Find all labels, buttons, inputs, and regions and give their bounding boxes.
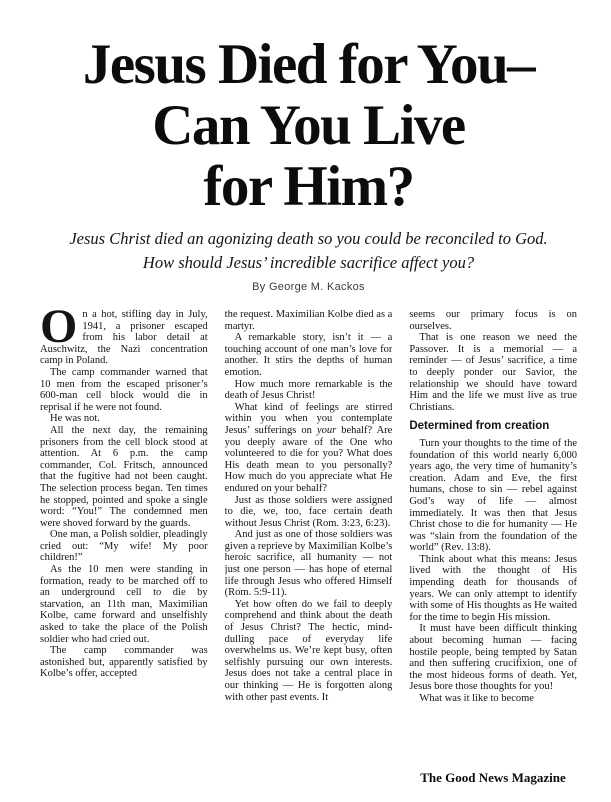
body-paragraph [40, 413, 208, 425]
body-paragraph [225, 309, 393, 332]
article-subtitle: Jesus Christ died an agonizing death so you could be reconciled to God. How should Jesus’ incredible sacrifice affect you? [69, 229, 548, 272]
text-run: The camp commander was astonished but, apparently satisfied by Kolbe’s offer, accepted [40, 645, 208, 680]
text-run: All the next day, the remaining prisoners from the cell block stood at attention. At 6 p.m. the camp commander, Col. Fritsch, announced that the fugitive had not been caught. The selection process began. Ten times he stopped, pointed and spoke a single word: “You!” The condemned men were shoved forward by the guards. [40, 424, 208, 529]
headline-line-2: Can You Live [152, 94, 465, 157]
section-subhead: Determined from creation [409, 420, 550, 433]
body-paragraph [40, 425, 208, 529]
text-run: seems our primary focus is on ourselves. [409, 309, 577, 332]
body-paragraph [225, 599, 393, 703]
headline-line-1: Jesus Died for You– [82, 33, 535, 96]
text-run: He was not. [50, 413, 100, 425]
drop-cap: O [40, 309, 78, 353]
body-paragraph [409, 438, 577, 554]
body-paragraph [409, 554, 577, 624]
body-paragraph [225, 379, 393, 402]
text-run: n a hot, stifling day in July, 1941, a prisoner escaped from his labor detail at Auschwitz, the Nazi concentration camp in Poland. [40, 309, 208, 367]
body-paragraph [409, 623, 577, 693]
body-paragraph [40, 564, 208, 645]
headline-line-3: for Him? [203, 155, 414, 218]
text-run: The camp commander warned that 10 men from the escaped prisoner’s 600-man cell block would die in reprisal if he were not found. [40, 366, 208, 413]
article-column-2 [225, 309, 393, 761]
body-paragraph [409, 309, 577, 332]
body-paragraph [40, 309, 208, 367]
body-paragraph [40, 529, 208, 564]
text-run: How much more remarkable is the death of Jesus Christ! [224, 378, 393, 402]
text-run: the request. Maximilian Kolbe died as a martyr. [224, 309, 393, 332]
body-paragraph [225, 495, 393, 530]
body-paragraph [225, 332, 393, 378]
text-run: behalf? Are you deeply aware of the One who volunteered to die for you? What does His death mean to you personally? How much do you appreciate what He endured on your behalf? [224, 424, 393, 494]
text-run: And just as one of those soldiers was given a reprieve by Maximilian Kolbe’s heroic sacrifice, all humanity — not just one person — has hope of eternal life through Jesus who offered Himself (Rom. 5:9-11). [224, 529, 393, 599]
text-run: It must have been difficult thinking about becoming human — facing hostile people, being tempted by Satan and then suffering crucifixion, one of the most hideous forms of death. Yet, Jesus bore those thoughts for you! [409, 623, 577, 693]
article-column-1 [40, 309, 208, 761]
text-run: One man, a Polish soldier, pleadingly cried out: “My wife! My poor children!” [40, 529, 208, 564]
body-paragraph [225, 529, 393, 599]
text-run: What was it like to become [419, 693, 534, 704]
body-paragraph [40, 367, 208, 413]
text-run: Think about what this means: Jesus lived with the thought of His impending death for thousands of years. We can only attempt to identify with some of His thoughts as He waited for the time to begin His mission. [409, 553, 577, 623]
emphasized-text: your [316, 424, 337, 436]
article-body [40, 309, 577, 761]
body-paragraph [40, 645, 208, 680]
text-run: Yet how often do we fail to deeply comprehend and think about the death of Jesus Christ? The hectic, mind-dulling pace of everyday life overwhelms us. We’re kept busy, often selfishly pursuing our own interests. Jesus does not take a central place in our thinking — He is forgotten along with other past events. It [224, 598, 393, 703]
article-byline: By George M. Kackos [252, 281, 365, 293]
text-run: Just as those soldiers were assigned to die, we, too, face certain death without Jesus Christ (Rom. 3:23, 6:23). [224, 494, 393, 529]
text-run: That is one reason we need the Passover. It is a memorial — a reminder — of Jesus’ sacrifice, a time to deeply ponder our Savior, the relationship we should have toward Him and the life we must live as true Christians. [409, 332, 577, 413]
text-run: Turn your thoughts to the time of the foundation of this world nearly 6,000 years ago, the very time of humanity’s creation. Adam and Eve, the first humans, chose to sin — rebel against God’s way of life — almost immediately. It was then that Jesus Christ chose to die for humanity — He was “slain from the foundation of the world” (Rev. 13:8). [409, 437, 577, 554]
body-paragraph [409, 693, 577, 705]
text-run: A remarkable story, isn’t it — a touching account of one man’s love for another. It stirs the depths of human emotion. [224, 332, 393, 378]
magazine-name-footer: The Good News Magazine [420, 770, 566, 785]
text-run: As the 10 men were standing in formation, ready to be marched off to an underground cell to die by starvation, an 11th man, Maximilian Kolbe, came forward and unselfishly asked to take the place of the Polish soldier who had cried out. [40, 564, 208, 645]
article-headline [40, 34, 577, 217]
article-column-3 [409, 309, 577, 761]
body-paragraph [225, 402, 393, 495]
text-run: What kind of feelings are stirred within you when you contemplate Jesus’ sufferings on [224, 401, 393, 436]
body-paragraph [409, 332, 577, 413]
